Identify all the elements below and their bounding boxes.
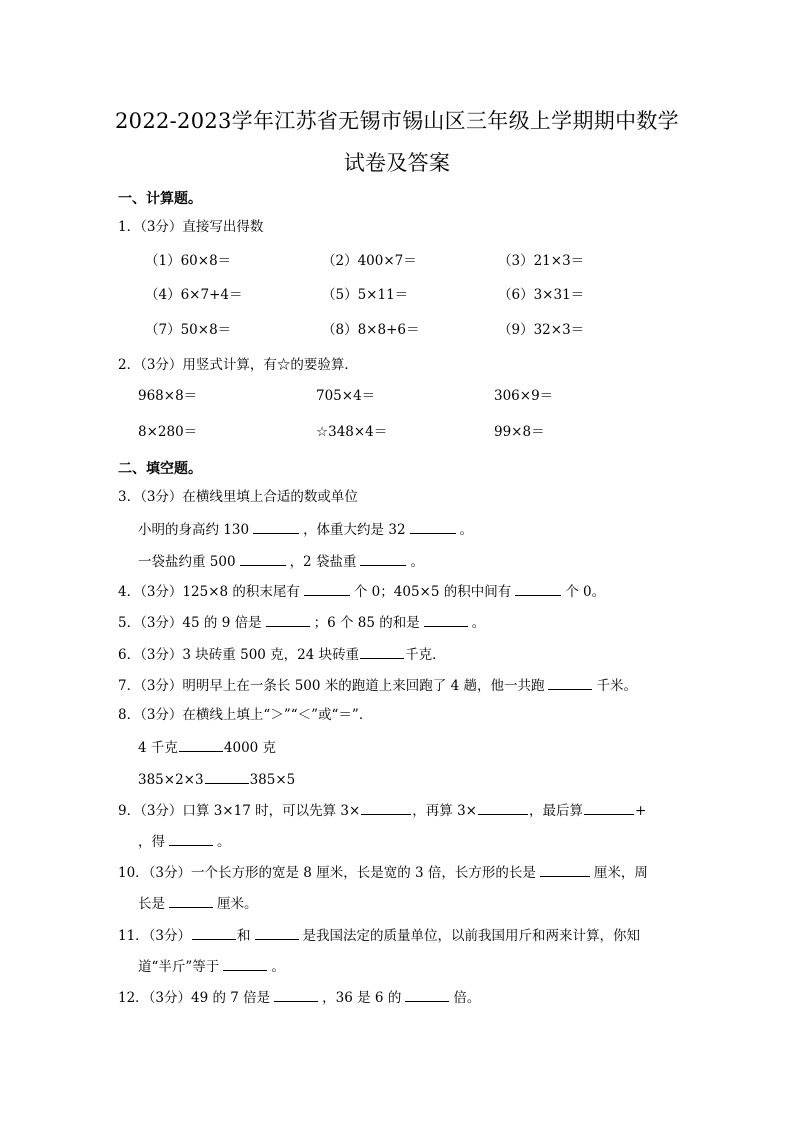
q2-item: 306×9＝ (494, 388, 554, 404)
answer-blank[interactable] (205, 769, 249, 784)
answer-blank[interactable] (548, 675, 592, 690)
text: ，体重大约是 32 (303, 522, 406, 538)
text: ，得 (138, 834, 165, 850)
answer-blank[interactable] (192, 925, 236, 940)
answer-blank[interactable] (266, 612, 310, 627)
text: 6．（3分）3 块砖重 500 克，24 块砖重 (118, 647, 360, 663)
answer-blank[interactable] (584, 800, 634, 815)
q11-line-2 (138, 956, 285, 976)
text: ，36 是 6 的 (322, 990, 402, 1006)
text: 385×5 (249, 772, 296, 788)
q1-item: （5）5×11＝ (322, 287, 409, 303)
text: 千米。 (596, 678, 637, 694)
text: 长是 (138, 896, 165, 912)
question-11 (118, 925, 640, 945)
text: 4000 克 (223, 740, 277, 756)
text: ，再算 3× (412, 803, 477, 819)
text: ，2 袋盐重 (289, 554, 357, 570)
text: 10．（3分）一个长方形的宽是 8 厘米，长是宽的 3 倍，长方形的长是 (118, 865, 536, 881)
answer-blank[interactable] (540, 862, 590, 877)
section-heading-calc: 一、计算题。 (118, 191, 202, 207)
text: 是我国法定的质量单位，以前我国用斤和两来计算，你知 (302, 928, 641, 944)
text: 个 0；405×5 的积中间有 (353, 584, 512, 600)
question-2: 2．（3分）用竖式计算，有☆的要验算． (118, 357, 358, 373)
q2-item: 968×8＝ (138, 388, 198, 404)
q8-line-1 (138, 737, 276, 757)
answer-blank[interactable] (240, 551, 286, 566)
text: 。 (410, 554, 424, 570)
answer-blank[interactable] (223, 956, 267, 971)
answer-blank[interactable] (253, 519, 299, 534)
text: 12．（3分）49 的 7 倍是 (118, 990, 271, 1006)
answer-blank[interactable] (410, 519, 456, 534)
answer-blank[interactable] (424, 612, 468, 627)
text: 厘米，周 (593, 865, 648, 881)
answer-blank[interactable] (360, 551, 406, 566)
answer-blank[interactable] (255, 925, 299, 940)
question-5 (118, 612, 485, 632)
text: 9．（3分）口算 3×17 时，可以先算 3× (118, 803, 361, 819)
page-subtitle: 试卷及答案 (343, 151, 451, 175)
question-8: 8．（3分）在横线上填上“＞”“＜”或“＝”． (118, 707, 373, 723)
q1-item: （9）32×3＝ (498, 322, 585, 338)
answer-blank[interactable] (478, 800, 528, 815)
text: 厘米。 (217, 896, 258, 912)
text: 7．（3分）明明早上在一条长 500 米的跑道上来回跑了 4 趟，他一共跑 (118, 678, 545, 694)
answer-blank[interactable] (304, 581, 350, 596)
q2-item: 705×4＝ (316, 388, 376, 404)
question-7 (118, 675, 637, 695)
q1-item: （8）8×8+6＝ (322, 322, 420, 338)
section-heading-fill: 二、填空题。 (118, 461, 202, 477)
q9-line-2 (138, 831, 231, 851)
text: 4 千克 (138, 740, 178, 756)
text: 倍。 (453, 990, 481, 1006)
question-1: 1．（3分）直接写出得数 (118, 219, 264, 235)
q2-item: ☆348×4＝ (316, 424, 388, 440)
text: 千克． (405, 647, 446, 663)
text: 。 (217, 834, 231, 850)
question-4 (118, 581, 605, 601)
answer-blank[interactable] (274, 987, 318, 1002)
question-3: 3．（3分）在横线里填上合适的数或单位 (118, 489, 358, 505)
text: 。 (471, 615, 486, 631)
q2-item: 8×280＝ (138, 424, 198, 440)
q1-item: （4）6×7+4＝ (145, 287, 243, 303)
answer-blank[interactable] (405, 987, 449, 1002)
text: ，最后算 (528, 803, 583, 819)
text: 。 (271, 959, 285, 975)
text: 和 (237, 928, 251, 944)
q8-line-2 (138, 769, 295, 789)
text: 小明的身高约 130 (138, 522, 250, 538)
question-6 (118, 644, 446, 664)
text: 个 0。 (565, 584, 606, 600)
q1-item: （3）21×3＝ (498, 253, 585, 269)
page-title: 2022-2023学年江苏省无锡市锡山区三年级上学期期中数学 (115, 109, 679, 133)
text: 385×2×3 (138, 772, 204, 788)
text: 一袋盐约重 500 (138, 554, 236, 570)
text: + (634, 803, 647, 819)
answer-blank[interactable] (179, 737, 223, 752)
question-9 (118, 800, 646, 820)
text: 。 (459, 522, 474, 538)
text: 4．（3分）125×8 的积末尾有 (118, 584, 300, 600)
text: 5．（3分）45 的 9 倍是 (118, 615, 262, 631)
question-10 (118, 862, 648, 882)
q2-item: 99×8＝ (494, 424, 545, 440)
q10-line-2 (138, 893, 258, 913)
answer-blank[interactable] (515, 581, 561, 596)
q1-item: （2）400×7＝ (322, 253, 417, 269)
q3-line-2 (138, 551, 424, 571)
text: 11．（3分） (118, 928, 192, 944)
q3-line-1 (138, 519, 473, 539)
question-12 (118, 987, 480, 1007)
text: 道“半斤”等于 (138, 959, 220, 975)
q1-item: （7）50×8＝ (145, 322, 232, 338)
text: ；6 个 85 的和是 (313, 615, 420, 631)
q1-item: （6）3×31＝ (498, 287, 585, 303)
answer-blank[interactable] (169, 831, 213, 846)
answer-blank[interactable] (361, 800, 411, 815)
answer-blank[interactable] (360, 644, 404, 659)
answer-blank[interactable] (169, 893, 213, 908)
q1-item: （1）60×8＝ (145, 253, 232, 269)
